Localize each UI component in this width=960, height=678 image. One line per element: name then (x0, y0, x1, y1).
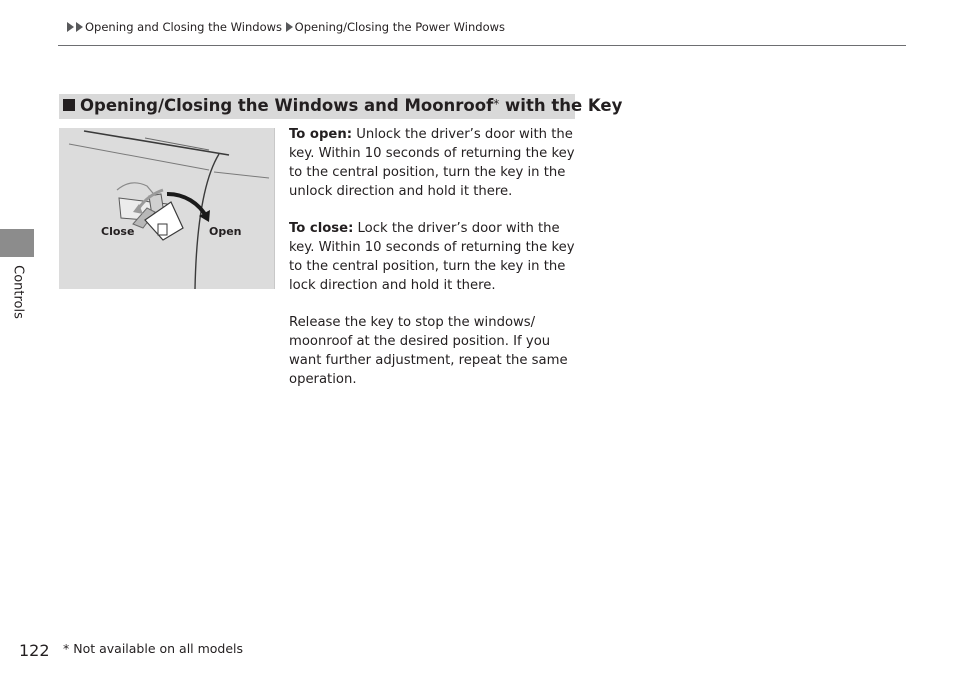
chapter-label (8, 262, 28, 322)
instructions (289, 125, 581, 407)
section-title-suffix: with the Key (499, 96, 623, 115)
close-instruction (289, 219, 581, 295)
section-header (59, 94, 623, 119)
header-divider (58, 45, 906, 46)
breadcrumb-arrow-icon (67, 22, 74, 32)
chapter-tab (0, 229, 34, 257)
open-instruction (289, 125, 581, 201)
breadcrumb-arrow-icon (286, 22, 293, 32)
breadcrumb-level2[interactable]: Opening/Closing the Power Windows (294, 20, 506, 34)
section-square-icon (63, 99, 75, 111)
section-title (63, 96, 622, 115)
key-illustration (59, 128, 275, 289)
section-title-asterisk: * (493, 97, 500, 111)
release-text: Release the key to stop the windows/ moonroof at the desired position. If you want further adjustment, repeat the same operation. (289, 315, 568, 387)
open-label: Open (209, 225, 242, 238)
breadcrumb (67, 20, 505, 34)
breadcrumb-level1[interactable]: Opening and Closing the Windows (85, 20, 282, 34)
release-instruction (289, 313, 581, 389)
close-label: Close (101, 225, 135, 238)
footnote: * Not available on all models (63, 641, 244, 656)
section-title-text: Opening/Closing the Windows and Moonroof (80, 96, 494, 115)
key-door-illustration (59, 128, 274, 289)
close-text: Lock the driver’s door with the key. Within 10 seconds of returning the key to the central position, turn the key in the lock direction and hold it there. (289, 221, 575, 293)
page-number: 122 (19, 641, 50, 660)
chapter-label-text: Controls (10, 265, 26, 319)
open-text: Unlock the driver’s door with the key. Within 10 seconds of returning the key to the central position, turn the key in the unlock direction and hold it there. (289, 127, 575, 199)
open-heading: To open: (289, 127, 352, 142)
close-heading: To close: (289, 221, 354, 236)
breadcrumb-arrow-icon (76, 22, 83, 32)
